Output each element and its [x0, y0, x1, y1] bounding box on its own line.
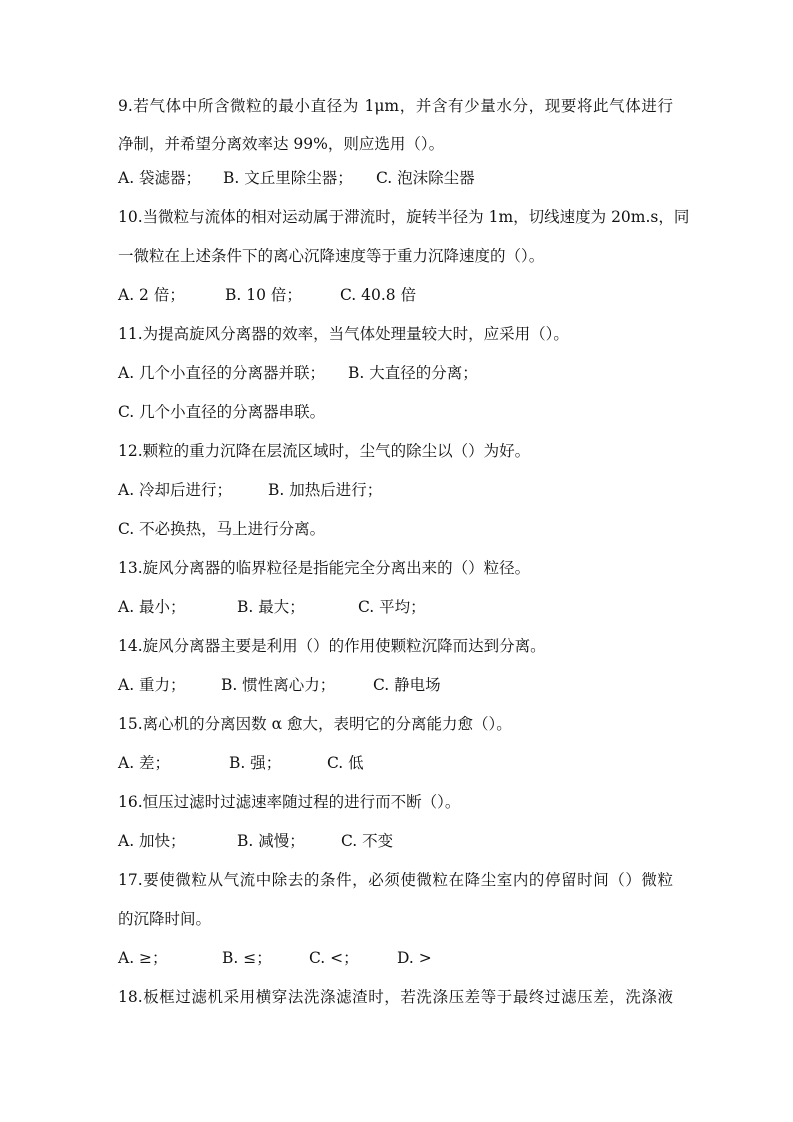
question-12-stem: 12.颗粒的重力沉降在层流区域时，尘气的除尘以（）为好。: [118, 442, 531, 460]
question-12-options-row-1: [118, 480, 382, 500]
option-c: C. <；: [309, 949, 359, 967]
question-9-stem-line-1: 9.若气体中所含微粒的最小直径为 1μm，并含有少量水分，现要将此气体进行: [118, 97, 673, 115]
question-10-options: [118, 285, 416, 305]
option-a: A. 差；: [118, 754, 171, 772]
option-b: B. 文丘里除尘器；: [223, 169, 353, 187]
question-16-stem: 16.恒压过滤时过滤速率随过程的进行而不断（）。: [118, 793, 461, 811]
option-c: C. 低: [327, 754, 364, 772]
question-15-options: [118, 753, 364, 773]
option-b: B. 大直径的分离；: [348, 364, 478, 382]
option-a: A. 加快；: [118, 832, 186, 850]
option-c: C. 静电场: [373, 676, 441, 694]
question-11-options-row-2: [118, 402, 325, 422]
question-13-options: [118, 597, 426, 617]
option-c: C. 几个小直径的分离器串联。: [118, 403, 326, 421]
option-b: B. 最大；: [237, 598, 305, 616]
option-c: C. 不变: [341, 832, 394, 850]
question-9-stem-line-2: 净制，并希望分离效率达 99%，则应选用（）。: [118, 135, 445, 153]
question-14-stem: 14.旋风分离器主要是利用（）的作用使颗粒沉降而达到分离。: [118, 637, 546, 655]
question-17-stem-line-1: 17.要使微粒从气流中除去的条件，必须使微粒在降尘室内的停留时间（）微粒: [118, 871, 673, 889]
option-d: D. >: [397, 949, 432, 967]
question-17-stem-line-2: 的沉降时间。: [118, 910, 212, 928]
question-10-stem-line-2: 一微粒在上述条件下的离心沉降速度等于重力沉降速度的（）。: [118, 247, 545, 265]
option-b: B. 惯性离心力；: [221, 676, 336, 694]
question-11-options-row-1: [118, 363, 478, 383]
question-12-options-row-2: [118, 519, 325, 539]
option-b: B. ≤；: [222, 949, 272, 967]
option-c: C. 泡沫除尘器: [376, 169, 475, 187]
option-a: A. 冷却后进行；: [118, 481, 233, 499]
question-17-options: [118, 948, 432, 968]
option-a: A. 袋滤器；: [118, 169, 202, 187]
option-a: A. 重力；: [118, 676, 186, 694]
option-c: C. 不必换热，马上进行分离。: [118, 520, 326, 538]
option-a: A. 几个小直径的分离器并联；: [118, 364, 326, 382]
option-b: B. 10 倍；: [225, 286, 302, 304]
question-9-options: [118, 168, 475, 188]
option-b: B. 减慢；: [237, 832, 305, 850]
option-a: A. 最小；: [118, 598, 186, 616]
question-14-options: [118, 675, 441, 695]
option-c: C. 40.8 倍: [340, 286, 417, 304]
option-c: C. 平均；: [358, 598, 426, 616]
question-10-stem-line-1: 10.当微粒与流体的相对运动属于滞流时，旋转半径为 1m，切线速度为 20m.s，同: [118, 208, 690, 226]
option-a: A. 2 倍；: [118, 286, 185, 304]
option-b: B. 加热后进行；: [268, 481, 383, 499]
option-a: A. ≥；: [118, 949, 168, 967]
option-b: B. 强；: [229, 754, 282, 772]
question-11-stem: 11.为提高旋风分离器的效率，当气体处理量较大时，应采用（）。: [118, 325, 569, 343]
question-16-options: [118, 831, 393, 851]
question-18-stem-line-1: 18.板框过滤机采用横穿法洗涤滤渣时，若洗涤压差等于最终过滤压差，洗涤液: [118, 988, 673, 1006]
question-13-stem: 13.旋风分离器的临界粒径是指能完全分离出来的（）粒径。: [118, 559, 531, 577]
question-15-stem: 15.离心机的分离因数 α 愈大，表明它的分离能力愈（）。: [118, 715, 512, 733]
